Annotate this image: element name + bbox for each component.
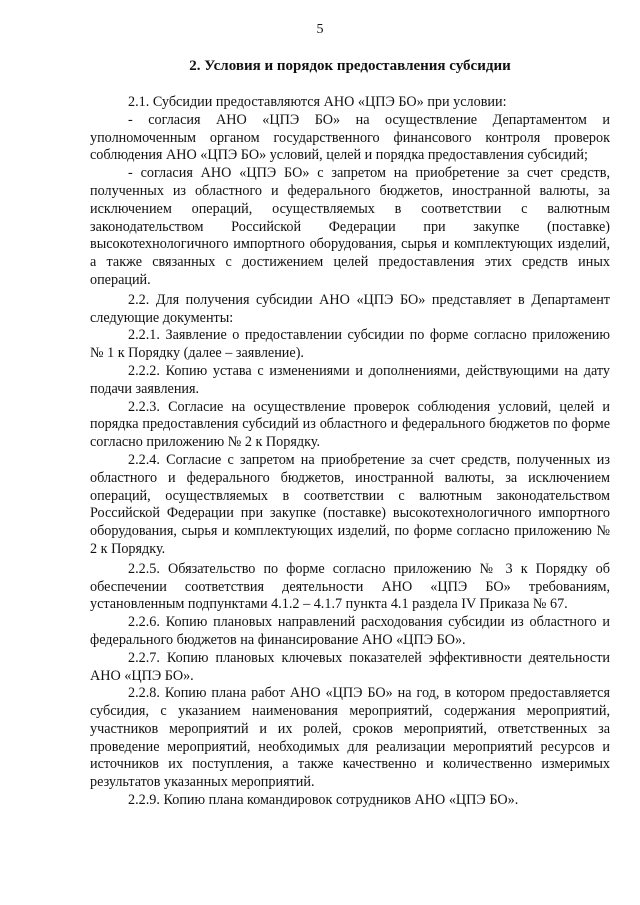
paragraph-2-1-condition-2: - согласия АНО «ЦПЭ БО» с запретом на приобретение за счет средств, полученных из областного и федерального бюджетов, иностранной валюты, за исключением операций, осуществляемых в соответствии с валютным законодательством Российской Федерации при закупке (поставке) высокотехнологичного импортного оборудования, сырья и комплектующих изделий, а также связанных с достижением целей предоставления этих средств иных операций. bbox=[90, 165, 610, 288]
paragraph-2-2-7: 2.2.7. Копию плановых ключевых показателей эффективности деятельности АНО «ЦПЭ БО». bbox=[90, 649, 610, 684]
section-title: 2. Условия и порядок предоставления субсидии bbox=[189, 58, 511, 74]
paragraph-2-2: 2.2. Для получения субсидии АНО «ЦПЭ БО» представляет в Департамент следующие документы: bbox=[90, 291, 610, 326]
paragraph-2-1-condition-1: - согласия АНО «ЦПЭ БО» на осуществление Департаментом и уполномоченным органом государственного финансового контроля проверок соблюдения АНО «ЦПЭ БО» условий, целей и порядка предоставления субсидий; bbox=[90, 111, 610, 164]
paragraph-2-2-6: 2.2.6. Копию плановых направлений расходования субсидии из областного и федерального бюджетов на финансирование АНО «ЦПЭ БО». bbox=[90, 614, 610, 648]
paragraph-2-2-4: 2.2.4. Согласие с запретом на приобретение за счет средств, полученных из областного и федерального бюджетов, иностранной валюты, за исключением операций, осуществляемых в соответствии с валютным законодательством Российской Федерации при закупке (поставке) высокотехнологичного импортного оборудования, сырья и комплектующих изделий, по форме согласно приложению № 2 к Порядку. bbox=[90, 451, 610, 557]
paragraph-2-2-9: 2.2.9. Копию плана командировок сотрудников АНО «ЦПЭ БО». bbox=[128, 792, 519, 809]
paragraph-2-2-2: 2.2.2. Копию устава с изменениями и дополнениями, действующими на дату подачи заявления. bbox=[90, 362, 610, 397]
paragraph-2-2-3: 2.2.3. Согласие на осуществление проверок соблюдения условий, целей и порядка предоставления субсидий из областного и федерального бюджетов по форме согласно приложению № 2 к Порядку. bbox=[90, 398, 610, 451]
paragraph-2-2-1: 2.2.1. Заявление о предоставлении субсидии по форме согласно приложению № 1 к Порядку (далее – заявление). bbox=[90, 327, 610, 362]
paragraph-2-2-5: 2.2.5. Обязательство по форме согласно приложению № 3 к Порядку об обеспечении соответствия деятельности АНО «ЦПЭ БО» требованиям, установленным подпунктами 4.1.2 – 4.1.7 пункта 4.1 раздела IV Приказа № 67. bbox=[90, 560, 610, 613]
paragraph-2-2-8: 2.2.8. Копию плана работ АНО «ЦПЭ БО» на год, в котором предоставляется субсидия, с указанием наименования мероприятий, содержания мероприятий, участников мероприятий и их ролей, сроков мероприятий, ответственных за проведение мероприятий, необходимых для реализации мероприятий ресурсов и источников их поступления, а также качественно и количественно измеримых результатов указанных мероприятий. bbox=[90, 685, 610, 791]
document-body bbox=[90, 94, 610, 810]
paragraph-2-1: 2.1. Субсидии предоставляются АНО «ЦПЭ БО» при условии: bbox=[128, 94, 507, 110]
page-number: 5 bbox=[316, 22, 324, 37]
